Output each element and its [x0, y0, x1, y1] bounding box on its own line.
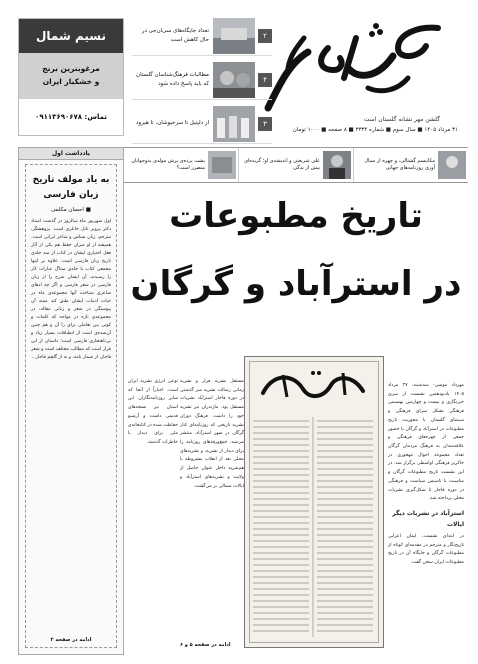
- strip-teaser[interactable]: [124, 148, 238, 182]
- teaser-item[interactable]: [132, 16, 272, 56]
- article-paragraph: در ابتدای نشست، ایمان اعرابی تاریخ‌نگار و مترجم در مقدمه‌ای کوتاه از مطبوعات گرگان و جایگاه آن در تاریخ مطبوعات ایران سخن گفت.: [388, 533, 464, 565]
- column-continued[interactable]: ادامه در صفحه ۲: [50, 637, 92, 643]
- article-continued[interactable]: ادامه در صفحه ۵ و ۶: [180, 642, 231, 648]
- column-title: به یاد مولف تاریخ زبان فارسی: [32, 175, 110, 201]
- masthead-tagline: گلشن مهر نشانه گلستان است: [363, 116, 440, 123]
- scan-text-lines: [251, 417, 375, 641]
- strip-photo: [208, 151, 236, 179]
- ad-slogan-line: و خشکبار ایران: [42, 77, 100, 86]
- teaser-headline: مطالبات فرهنگ‌شناسان گلستان که باید پاسخ داده شود: [136, 72, 209, 87]
- article-column: [388, 382, 464, 568]
- lead-article: [128, 356, 464, 656]
- dateline: ۳۱ مرداد ۱۴۰۵ ■ سال سوم ■ شماره ۳۳۳۴ ■ ۸ صفحه ■ ۱۰۰۰ تومان: [292, 127, 458, 133]
- teaser-photo: [213, 18, 255, 54]
- strip-photo: [323, 151, 351, 179]
- article-column: مستقل نشریه فرار و نشریه زمانی رسالت نشریه سر گذشتی در دوره قاجار استرآباد نشریات مستقل بود. مازندران نیز نشریه خود را داشت. فرهنگ دوران نشریه تاریخی که روزنامه‌ای کنار گرگان در شهر استرآباد، منتشر می‌شد. جمع‌ورقه‌های روزنامه را برای دیدار از نشریه، و نشریه‌های محلی بعد از انقلاب مشروطه با هم‌شریه داخل عنوان حاصل از ولایت و نشریه‌های استرآباد و ایالات شمالی بر می‌گشت.: [180, 379, 244, 489]
- secondary-teaser-strip: [124, 147, 468, 183]
- ad-brand-title: نسیم شمال: [19, 19, 123, 53]
- column-author: ■ احسان مکلمی: [51, 206, 91, 213]
- main-headline-line: تاریخ مطبوعات: [169, 196, 423, 236]
- scan-text-columns: [253, 417, 375, 639]
- strip-teaser[interactable]: [353, 148, 468, 182]
- strip-photo: [438, 151, 466, 179]
- teaser-item[interactable]: [132, 60, 272, 100]
- strip-teaser-text: مکانیسم گشتالی، و چهره از سیال آوری روزنامه‌های جهانی: [364, 157, 435, 171]
- teaser-page-number: ۴: [258, 73, 272, 87]
- article-paragraph: مهرداد موشی- سه‌شنبه، ۲۷ مرداد ۱۴۰۵ یادبودهمین نشست از سری خبرنگاری و بیست و چهارمین نهضیمی فرهنگی تشکل سرای فرهنگی و سینمای گلستان با محوریت تاریخ مطبوعات در استرآباد و گرگان با حضور جمعی از چهره‌های فرهنگی و علاقه‌مندان به فرهنگ مردمان گرگان تعداد مجموعه احوال مهجوری در خاکریز فرهنگی اواسطی برگزار شد. در این نشست تاریخ مطبوعات گرگان و مناسبت با تاسیس سیاست و فرهنگی در دوره قاجار تا شکل‌گیری نشریات محلی پرداخته شد.: [388, 383, 464, 502]
- teaser-list: [132, 16, 272, 148]
- strip-teaser-text: علی شریعتی و اندیشه‌ی او؛ گزیده‌ای بیش از ندگی: [244, 157, 320, 171]
- teaser-page-number: ۲: [258, 29, 272, 43]
- teaser-photo: [213, 106, 255, 142]
- teaser-page-number: ۳: [258, 117, 272, 131]
- article-subhead: استرآباد در نشریات دیگر ایالات: [392, 510, 464, 529]
- editorial-column: [18, 147, 124, 655]
- ad-slogan-line: مرغوبترین برنج: [42, 64, 100, 74]
- column-heading: یادداشت اول: [19, 148, 123, 160]
- advertisement-box[interactable]: [18, 18, 124, 136]
- column-frame: [25, 164, 117, 648]
- ad-slogan: [19, 53, 123, 99]
- teaser-item[interactable]: [132, 104, 272, 144]
- main-headline-line: در استرآباد و گرگان: [130, 264, 462, 304]
- teaser-headline: از دلپتیل تا سرخیوشان، تا هیرود: [136, 120, 209, 127]
- strip-teaser[interactable]: [238, 148, 353, 182]
- teaser-photo: [213, 62, 255, 98]
- column-body: اول شهریور ماه سالروز در گذشت استاد دکتر پرویز ناتل خانلری است. پژوهشگر، مترجم، زبان شناس و شاعر ایرانی است. همیشه از او میزان حفظ هم یکی از آثار فعل اختیاری ایشان در کتاب از سه جلدی تاریخ زبان فارسی است. علاوه بر اینها مجمعی کتاب با جلدی ستاگ عبارات کار را رسیدند، آن ایشان شرح را از زبان فارسی در شعر فارسی و اگر چه ادهای شاعری شناخت آنها مجموعه‌ی ماه در حیات ادبیات ایشان طبق کند ممتد آن پیوستگی در شعر و زبانی مقاله، در مجموعه‌ی تازه در مواجه که کلمات و کوتی بین تعاملی برای را آن و هم چنین آن‌شده‌ی است از انطباقات بسیار زیاد و بی‌ناهنجاری فارسی است؛ داستان از این قرار است که مطالب مختلف است و شعر قاجار، از شمار نامه، و نه از گلچم قاجار...: [31, 218, 111, 361]
- masthead-logo: [248, 8, 448, 118]
- strip-teaser-text: پشت پرده‌ی پرش مولدی بدوجوانان متضرر است؟: [131, 157, 205, 171]
- article-column: نوعی انرژی نشریه ایران است. اجباراً از آنجا که سایر روزنامه‌نگاران این استان نیز نسخه‌های قدیمی داشت و آرشیو حفاظت شده در کتابخانه‌ی ملی برای دیدار با خاطرات گذشته.: [128, 379, 178, 446]
- historic-newspaper-image: [244, 356, 384, 648]
- scan-masthead-calligraphy: [253, 365, 373, 405]
- teaser-headline: تعداد جایگاه‌های سی‌ان‌جی در حال کاهش است: [141, 28, 209, 43]
- ad-phone-number: تماس: ۰۹۱۱۳۶۹۰۶۷۸: [35, 113, 107, 121]
